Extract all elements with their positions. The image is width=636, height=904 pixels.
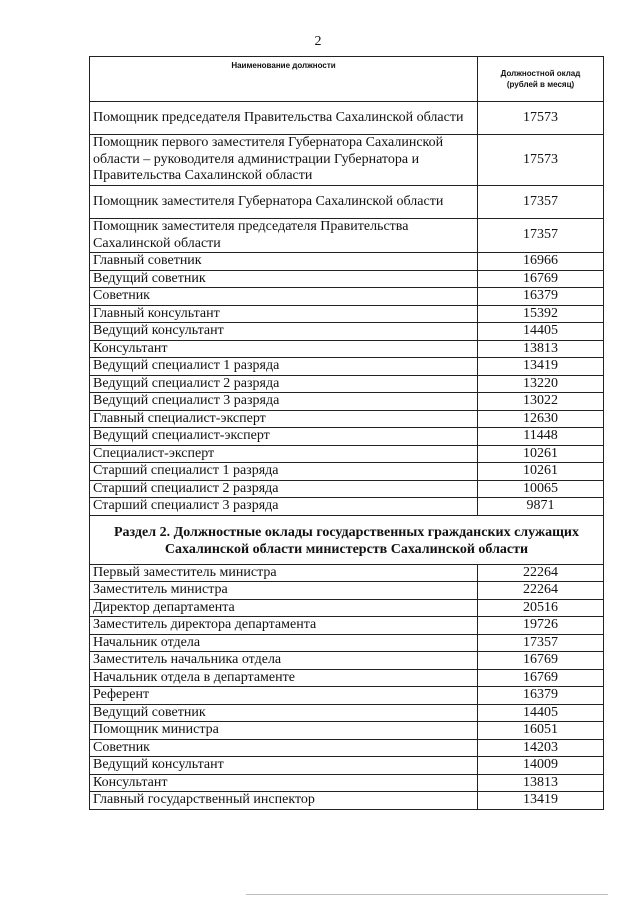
- section2-heading-body: [90, 515, 604, 564]
- position-name-cell: Советник: [90, 288, 478, 306]
- position-name-cell: Главный консультант: [90, 305, 478, 323]
- table-row: [90, 498, 604, 516]
- salary-cell: 22264: [478, 564, 604, 582]
- column-header-salary-line2: (рублей в месяц): [506, 80, 575, 89]
- position-name-cell: Ведущий консультант: [90, 323, 478, 341]
- table-row: [90, 463, 604, 481]
- position-name-cell: Помощник министра: [90, 722, 478, 740]
- table-row: [90, 480, 604, 498]
- salary-cell: 14405: [478, 704, 604, 722]
- salary-cell: 14009: [478, 757, 604, 775]
- table-row: [90, 135, 604, 186]
- table-row: [90, 739, 604, 757]
- table-row: [90, 704, 604, 722]
- salary-cell: 14405: [478, 323, 604, 341]
- column-header-salary-line1: Должностной оклад: [500, 69, 581, 78]
- table-row: [90, 757, 604, 775]
- position-name-cell: Первый заместитель министра: [90, 564, 478, 582]
- salary-cell: 17357: [478, 634, 604, 652]
- table-row: [90, 270, 604, 288]
- position-name-cell: Старший специалист 1 разряда: [90, 463, 478, 481]
- salary-cell: 14203: [478, 739, 604, 757]
- salary-cell: 10261: [478, 445, 604, 463]
- position-name-cell: Советник: [90, 739, 478, 757]
- position-name-cell: Ведущий специалист 3 разряда: [90, 393, 478, 411]
- salary-cell: 10065: [478, 480, 604, 498]
- position-name-cell: Ведущий советник: [90, 270, 478, 288]
- table-row: [90, 375, 604, 393]
- position-name-cell: Помощник заместителя Губернатора Сахалинской области: [90, 186, 478, 219]
- position-name-cell: Консультант: [90, 774, 478, 792]
- position-name-cell: Консультант: [90, 340, 478, 358]
- position-name-cell: Заместитель начальника отдела: [90, 652, 478, 670]
- position-name-cell: Помощник заместителя председателя Правительства Сахалинской области: [90, 219, 478, 253]
- table-row: [90, 323, 604, 341]
- salary-cell: 13220: [478, 375, 604, 393]
- salary-cell: 16769: [478, 270, 604, 288]
- salary-cell: 16379: [478, 288, 604, 306]
- table-row: [90, 102, 604, 135]
- table-row: [90, 393, 604, 411]
- salary-cell: 16966: [478, 253, 604, 271]
- salary-cell: 16769: [478, 669, 604, 687]
- salary-cell: 17573: [478, 102, 604, 135]
- table-row: [90, 445, 604, 463]
- salary-cell: 9871: [478, 498, 604, 516]
- position-name-cell: Начальник отдела в департаменте: [90, 669, 478, 687]
- position-name-cell: Ведущий специалист-эксперт: [90, 428, 478, 446]
- position-name-cell: Ведущий специалист 1 разряда: [90, 358, 478, 376]
- position-name-cell: Помощник председателя Правительства Сахалинской области: [90, 102, 478, 135]
- position-name-cell: Главный государственный инспектор: [90, 792, 478, 810]
- salary-cell: 22264: [478, 582, 604, 600]
- table-row: [90, 634, 604, 652]
- scan-artifact-line: [246, 894, 608, 895]
- position-name-cell: Главный советник: [90, 253, 478, 271]
- section2-heading-row: [90, 515, 604, 564]
- page-number: 2: [314, 34, 322, 49]
- salary-cell: 17357: [478, 219, 604, 253]
- table-row: [90, 253, 604, 271]
- table-row: [90, 340, 604, 358]
- table-row: [90, 186, 604, 219]
- table-row: [90, 582, 604, 600]
- table-row: [90, 358, 604, 376]
- salary-cell: 20516: [478, 599, 604, 617]
- table-row: [90, 722, 604, 740]
- salary-cell: 19726: [478, 617, 604, 635]
- position-name-cell: Ведущий консультант: [90, 757, 478, 775]
- salary-cell: 13022: [478, 393, 604, 411]
- position-name-cell: Старший специалист 3 разряда: [90, 498, 478, 516]
- salary-cell: 11448: [478, 428, 604, 446]
- table-row: [90, 687, 604, 705]
- section2-title: Раздел 2. Должностные оклады государственных гражданских служащих Сахалинской области министерств Сахалинской области: [90, 515, 604, 564]
- position-name-cell: Специалист-эксперт: [90, 445, 478, 463]
- salary-cell: 13419: [478, 358, 604, 376]
- salary-cell: 16051: [478, 722, 604, 740]
- salary-cell: 16379: [478, 687, 604, 705]
- column-header-salary: [478, 57, 604, 102]
- position-name-cell: Помощник первого заместителя Губернатора Сахалинской области – руководителя администрации Губернатора и Правительства Сахалинской области: [90, 135, 478, 186]
- table-row: [90, 599, 604, 617]
- salary-cell: 13813: [478, 340, 604, 358]
- table-row: [90, 305, 604, 323]
- position-name-cell: Старший специалист 2 разряда: [90, 480, 478, 498]
- section2-body: [90, 564, 604, 809]
- salary-cell: 10261: [478, 463, 604, 481]
- table-row: [90, 564, 604, 582]
- table-row: [90, 410, 604, 428]
- position-name-cell: Референт: [90, 687, 478, 705]
- salary-cell: 12630: [478, 410, 604, 428]
- position-name-cell: Главный специалист-эксперт: [90, 410, 478, 428]
- table-header-row: [90, 57, 604, 102]
- position-name-cell: Ведущий специалист 2 разряда: [90, 375, 478, 393]
- section1-body: [90, 102, 604, 516]
- column-header-position: Наименование должности: [90, 57, 478, 102]
- table-row: [90, 288, 604, 306]
- table-row: [90, 652, 604, 670]
- table-row: [90, 428, 604, 446]
- table-row: [90, 669, 604, 687]
- table-row: [90, 792, 604, 810]
- position-name-cell: Заместитель директора департамента: [90, 617, 478, 635]
- position-name-cell: Начальник отдела: [90, 634, 478, 652]
- salary-cell: 15392: [478, 305, 604, 323]
- position-name-cell: Ведущий советник: [90, 704, 478, 722]
- position-name-cell: Директор департамента: [90, 599, 478, 617]
- salary-table: [89, 56, 604, 810]
- salary-cell: 13419: [478, 792, 604, 810]
- salary-cell: 16769: [478, 652, 604, 670]
- table-row: [90, 774, 604, 792]
- salary-cell: 13813: [478, 774, 604, 792]
- table-row: [90, 219, 604, 253]
- salary-cell: 17357: [478, 186, 604, 219]
- table-row: [90, 617, 604, 635]
- salary-cell: 17573: [478, 135, 604, 186]
- position-name-cell: Заместитель министра: [90, 582, 478, 600]
